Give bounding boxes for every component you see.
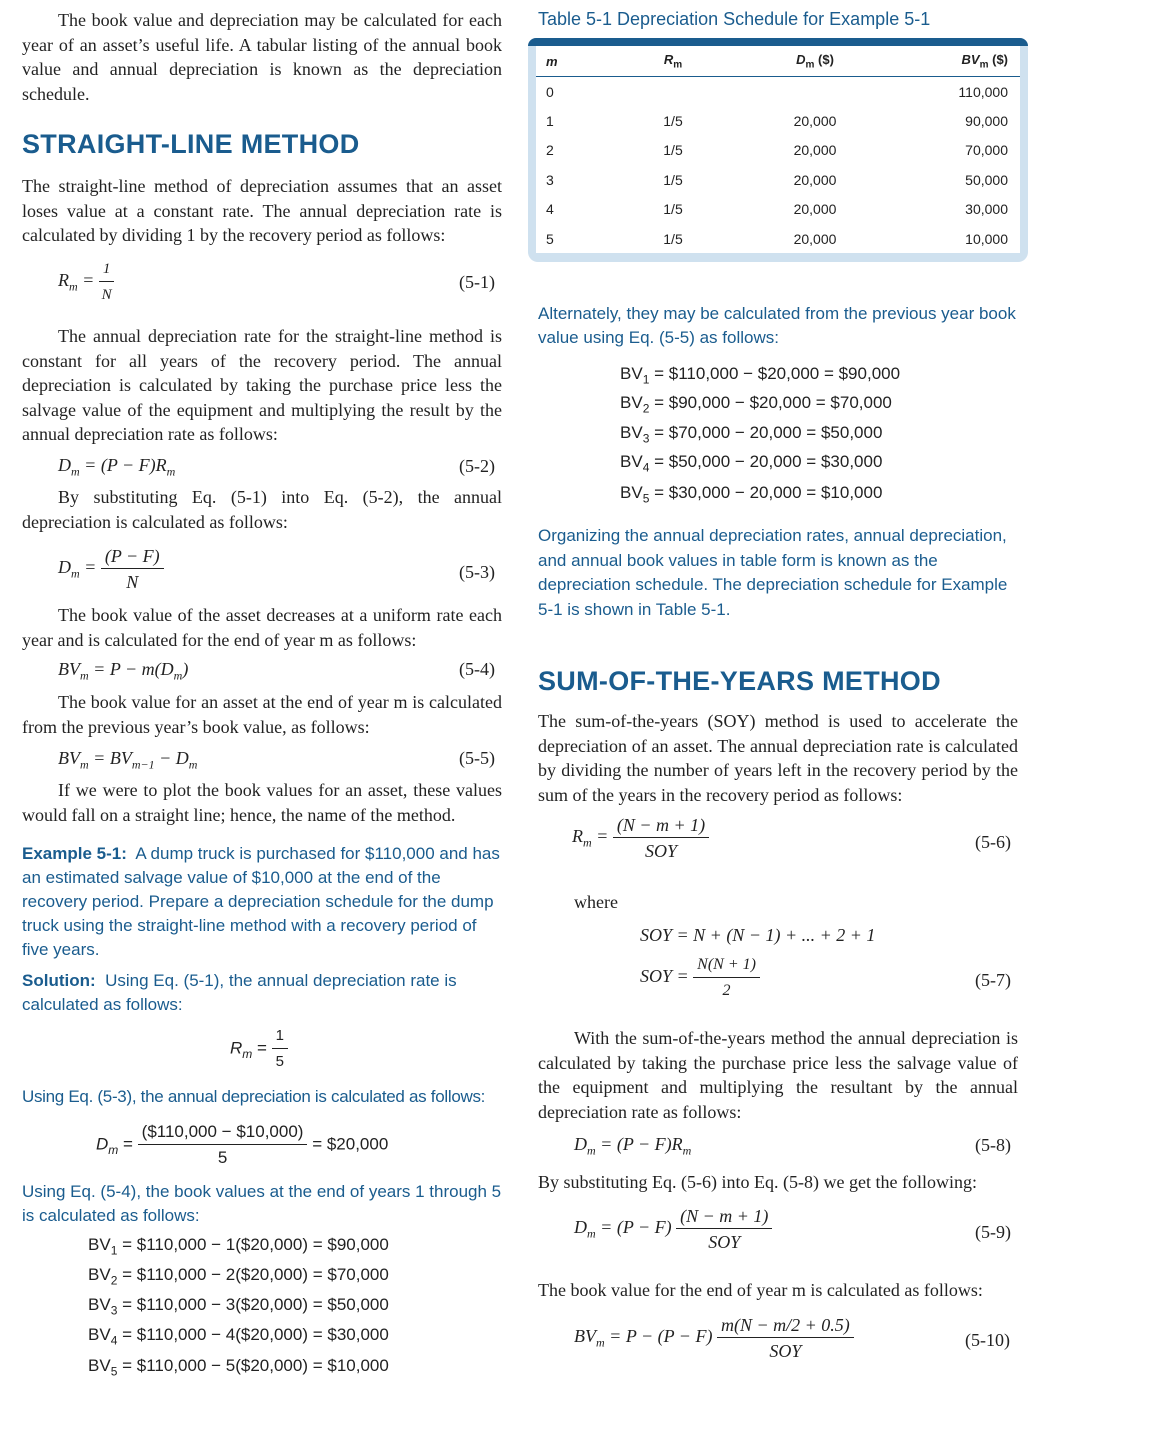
rate-result-equation: $R_m$ = $\frac{1}{5}$ xyxy=(230,1025,288,1073)
previous-year-paragraph: The book value for an asset at the end of year m is calculated from the previous year’s book value, as follows: xyxy=(22,692,502,737)
header-rate: $R_m$ xyxy=(607,46,739,77)
straight-line-intro: The straight-line method of depreciation assumes that an asset loses value at a constant rate. The annual depreciation rate is calculated by dividing 1 by the recovery period as follows: xyxy=(22,176,502,245)
alternate-bv-line: $BV_1$ = $110,000 − $20,000 = $90,000 xyxy=(620,364,901,387)
book-value-line: $BV_5$ = $110,000 − 5($20,000) = $10,000 xyxy=(88,1356,389,1379)
equation-5-6: $R_m$ = $\frac{(N - m + 1)}{\text{SOY}}$ xyxy=(572,814,709,862)
rate-paragraph: The annual depreciation rate for the straight-line method is constant for all years of the recovery period. The annual depreciation is calculated by taking the purchase price less the salvage value of the equipment and multiplying the result by the annual depreciation rate as follows: xyxy=(22,326,502,444)
using-eq-5-3-text: Using Eq. (5-3), the annual depreciation is calculated as follows: xyxy=(22,1087,486,1106)
equation-5-7-sum: SOY = N + (N − 1) + ... + 2 + 1 xyxy=(640,925,876,945)
intro-paragraph: The book value and depreciation may be calculated for each year of an asset’s useful life. A tabular listing of the annual book value and annual depreciation is known as the depreciation schedule. xyxy=(22,10,502,104)
table-title: Table 5-1 Depreciation Schedule for Example 5-1 xyxy=(538,9,931,29)
eq-label-5-2: (5-2) xyxy=(459,456,495,476)
soy-intro-paragraph: The sum-of-the-years (SOY) method is used to accelerate the depreciation of an asset. The annual depreciation rate is calculated by dividing the number of years left in the recovery period by the sum of the years in the recovery period as follows: xyxy=(538,711,1018,805)
eq-label-5-1: (5-1) xyxy=(459,272,495,292)
using-eq-5-4-text: Using Eq. (5-4), the book values at the end of years 1 through 5 is calculated as follows: xyxy=(22,1182,502,1225)
equation-5-3: $D_m$ = $\frac{(P - F)}{N}$ xyxy=(58,545,164,593)
eq-label-5-6: (5-6) xyxy=(975,832,1011,852)
straight-line-plot-paragraph: If we were to plot the book values for an asset, these values would fall on a straight line; hence, the name of the method. xyxy=(22,780,502,825)
book-value-text: The book value for the end of year m is calculated as follows: xyxy=(538,1280,983,1300)
equation-5-4: $BV_m = P - m(D_m)$ xyxy=(58,659,189,683)
eq-label-5-5: (5-5) xyxy=(459,748,495,768)
eq-label-5-9: (5-9) xyxy=(975,1222,1011,1242)
book-value-line: $BV_1$ = $110,000 − 1($20,000) = $90,000 xyxy=(88,1235,389,1258)
alternate-bv-line: $BV_3$ = $70,000 − 20,000 = $50,000 xyxy=(620,423,883,446)
substitution-paragraph: By substituting Eq. (5-1) into Eq. (5-2), the annual depreciation is calculated as follows: xyxy=(22,487,502,532)
alternate-text: Alternately, they may be calculated from the previous year book value using Eq. (5-5) as follows: xyxy=(538,304,1016,347)
eq-label-5-7: (5-7) xyxy=(975,970,1011,990)
equation-5-1: $R_m$ = $\frac{1}{N}$ xyxy=(58,258,114,306)
table-row: 3 1/5 20,000 50,000 xyxy=(536,165,1020,194)
table-row: 0 110,000 xyxy=(546,83,1008,100)
example-5-1: Example 5-1: A dump truck is purchased for $110,000 and has an estimated salvage value of $10,000 at the end of the recovery period. Prepare a depreciation schedule for the dump truck using the straight-line method with a recovery period of five years. xyxy=(22,844,500,959)
table-row: 2 1/5 20,000 70,000 xyxy=(546,142,1008,159)
sum-of-years-heading: SUM-OF-THE-YEARS METHOD xyxy=(538,666,941,696)
book-value-line: $BV_2$ = $110,000 − 2($20,000) = $70,000 xyxy=(88,1265,389,1288)
solution-text: Solution: Using Eq. (5-1), the annual depreciation rate is calculated as follows: xyxy=(22,971,457,1014)
where-text: where xyxy=(574,892,618,912)
header-m: m xyxy=(536,46,607,77)
equation-5-10: $BV_m = P - (P - F)$ $\frac{m(N - m/2 + 0.5)}{\text{SOY}}$ xyxy=(574,1314,854,1362)
equation-5-5: $BV_m = BV_{m-1} - D_m$ xyxy=(58,748,198,772)
equation-5-8: $D_m = (P - F)R_m$ xyxy=(574,1134,692,1158)
eq-label-5-3: (5-3) xyxy=(459,562,495,582)
eq-label-5-8: (5-8) xyxy=(975,1135,1011,1155)
eq-label-5-4: (5-4) xyxy=(459,659,495,679)
table-top-bar xyxy=(528,38,1028,46)
equation-5-7: SOY = $\frac{N(N + 1)}{2}$ xyxy=(640,954,760,1002)
table-row: 5 1/5 20,000 10,000 xyxy=(536,224,1020,253)
alternate-bv-line: $BV_5$ = $30,000 − 20,000 = $10,000 xyxy=(620,483,883,506)
eq-label-5-10: (5-10) xyxy=(965,1330,1010,1350)
table-row: 4 1/5 20,000 30,000 xyxy=(546,201,1008,218)
organizing-text: Organizing the annual depreciation rates, annual depreciation, and annual book values in table form is known as the depreciation schedule. The depreciation schedule for Example 5-1 is shown in Table 5-1. xyxy=(538,526,1008,619)
table-row: 1 1/5 20,000 90,000 xyxy=(536,106,1020,135)
uniform-rate-paragraph: The book value of the asset decreases at a uniform rate each year and is calculated for the end of year m as follows: xyxy=(22,605,502,650)
depreciation-schedule-table xyxy=(536,46,1020,253)
equation-5-9: $D_m = (P - F)$ $\frac{(N - m + 1)}{\text{SOY}}$ xyxy=(574,1205,772,1253)
soy-depreciation-paragraph: With the sum-of-the-years method the annual depreciation is calculated by taking the purchase price less the salvage value of the equipment and multiplying the resultant by the annual depreciation rate as follows: xyxy=(538,1028,1018,1122)
book-value-line: $BV_3$ = $110,000 − 3($20,000) = $50,000 xyxy=(88,1295,389,1318)
straight-line-heading: STRAIGHT-LINE METHOD xyxy=(22,129,360,159)
book-value-line: $BV_4$ = $110,000 − 4($20,000) = $30,000 xyxy=(88,1325,389,1348)
equation-5-2: $D_m = (P - F)R_m$ xyxy=(58,455,176,479)
depreciation-calculation: $D_m$ = $\frac{(\$110,000 - \$10,000)}{5}$ = $20,000 xyxy=(96,1122,389,1167)
alternate-bv-line: $BV_4$ = $50,000 − 20,000 = $30,000 xyxy=(620,452,883,475)
substitution-text: By substituting Eq. (5-6) into Eq. (5-8) we get the following: xyxy=(538,1172,977,1192)
header-depreciation: $D_m$ ($) xyxy=(739,46,891,77)
table-header-row xyxy=(536,46,1020,77)
alternate-bv-line: $BV_2$ = $90,000 − $20,000 = $70,000 xyxy=(620,393,892,416)
header-book-value: $BV_m$ ($) xyxy=(891,46,1020,77)
depreciation-table-frame xyxy=(528,38,1028,262)
